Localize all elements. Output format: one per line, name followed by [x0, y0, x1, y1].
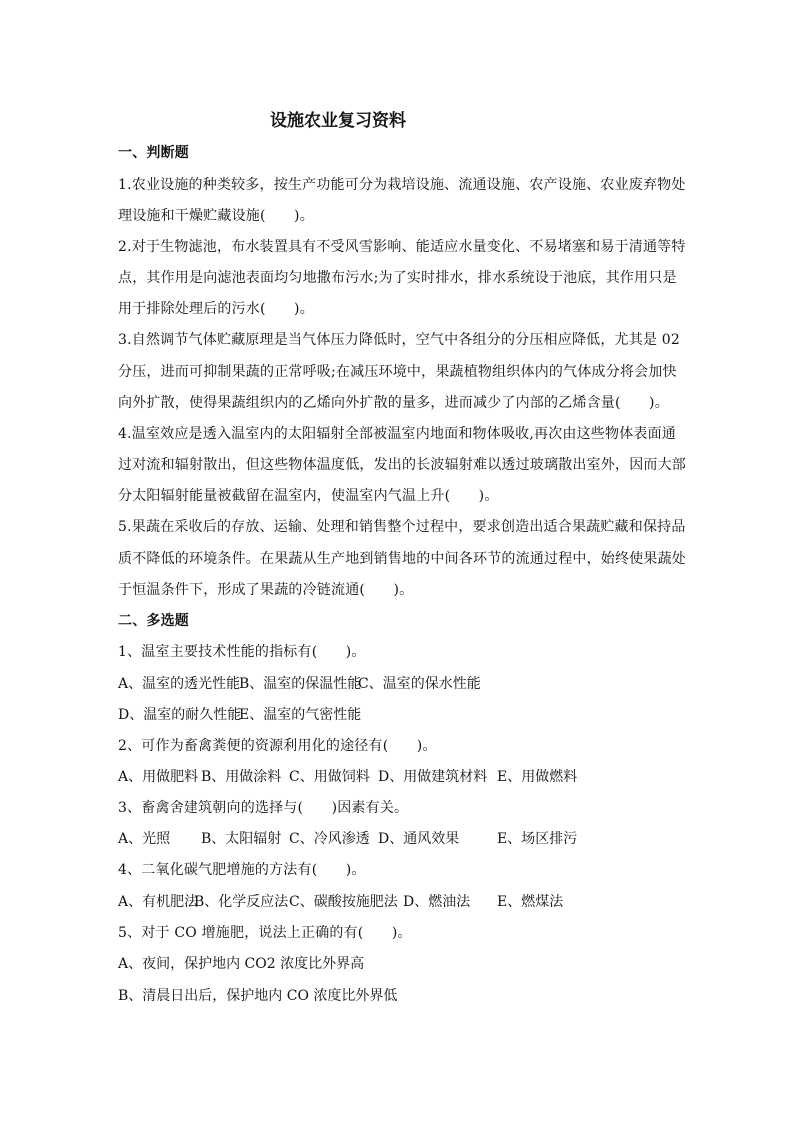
option: B、化学反应法 [194, 894, 289, 910]
option: C、温室的保水性能 [358, 676, 481, 692]
option: B、用做涂料 [201, 769, 282, 785]
paragraph-line: 分压，进而可抑制果蔬的正常呼吸;在减压环境中，果蔬植物组织体内的气体成分将会加快 [118, 364, 677, 380]
section-heading-multiple-choice: 二、多选题 [118, 613, 189, 629]
section-heading-true-false: 一、判断题 [118, 145, 189, 161]
option: B、太阳辐射 [201, 831, 282, 847]
question-stem: 5、对于 CO 增施肥，说法上正确的有( )。 [118, 925, 412, 941]
paragraph-line: 1.农业设施的种类较多，按生产功能可分为栽培设施、流通设施、农产设施、农业废弃物处 [118, 177, 686, 193]
paragraph-line: 3.自然调节气体贮藏原理是当气体压力降低时，空气中各组分的分压相应降低，尤其是 02 [118, 332, 681, 348]
option: E、燃煤法 [497, 894, 564, 910]
option: D、温室的耐久性能 [118, 707, 242, 723]
option: C、用做饲料 [289, 769, 370, 785]
option: A、光照 [118, 831, 171, 847]
paragraph-line: 质不降低的环境条件。在果蔬从生产地到销售地的中间各环节的流通过程中，始终使果蔬处 [118, 551, 686, 567]
paragraph-line: 于恒温条件下，形成了果蔬的冷链流通( )。 [118, 582, 414, 598]
paragraph-line: 用于排除处理后的污水( )。 [118, 301, 314, 317]
paragraph-line: 点，其作用是向滤池表面均匀地撒布污水;为了实时排水，排水系统设于池底，其作用只是 [118, 270, 677, 286]
option: A、温室的透光性能 [118, 676, 241, 692]
option: C、碳酸按施肥法 [289, 894, 398, 910]
option: A、用做肥料 [118, 769, 199, 785]
option: B、清晨日出后，保护地内 CO 浓度比外界低 [118, 988, 398, 1004]
question-stem: 4、二氧化碳气肥增施的方法有( )。 [118, 862, 366, 878]
option: E、温室的气密性能 [239, 707, 362, 723]
option: A、有机肥法 [118, 894, 199, 910]
paragraph-line: 4.温室效应是透入温室内的太阳辐射全部被温室内地面和物体吸收,再次由这些物体表面通 [118, 426, 677, 442]
option: A、夜间，保护地内 CO2 浓度比外界高 [118, 956, 365, 972]
paragraph-line: 5.果蔬在采收后的存放、运输、处理和销售整个过程中，要求创造出适合果蔬贮藏和保持品 [118, 519, 686, 535]
paragraph-line: 向外扩散，使得果蔬组织内的乙烯向外扩散的量多，进而减少了内部的乙烯含量( )。 [118, 395, 669, 411]
paragraph-line: 理设施和干燥贮藏设施( )。 [118, 208, 314, 224]
document-title: 设施农业复习资料 [270, 111, 406, 131]
option: D、用做建筑材料 [378, 769, 488, 785]
paragraph-line: 分太阳辐射能量被截留在温室内，使温室内气温上升( )。 [118, 488, 499, 504]
question-stem: 2、可作为畜禽粪便的资源利用化的途径有( )。 [118, 738, 437, 754]
paragraph-line: 过对流和辐射散出，但这些物体温度低，发出的长波辐射难以透过玻璃散出室外，因而大部 [118, 457, 686, 473]
option: D、燃油法 [403, 894, 471, 910]
option: D、通风效果 [378, 831, 460, 847]
option: C、冷风渗透 [289, 831, 370, 847]
option: E、用做燃料 [497, 769, 578, 785]
option: B、温室的保温性能 [239, 676, 362, 692]
question-stem: 1、温室主要技术性能的指标有( )。 [118, 644, 366, 660]
question-stem: 3、畜禽舍建筑朝向的选择与( )因素有关。 [118, 800, 409, 816]
option: E、场区排污 [497, 831, 578, 847]
paragraph-line: 2.对于生物滤池，布水装置具有不受风雪影响、能适应水量变化、不易堵塞和易于清通等特 [118, 239, 686, 255]
